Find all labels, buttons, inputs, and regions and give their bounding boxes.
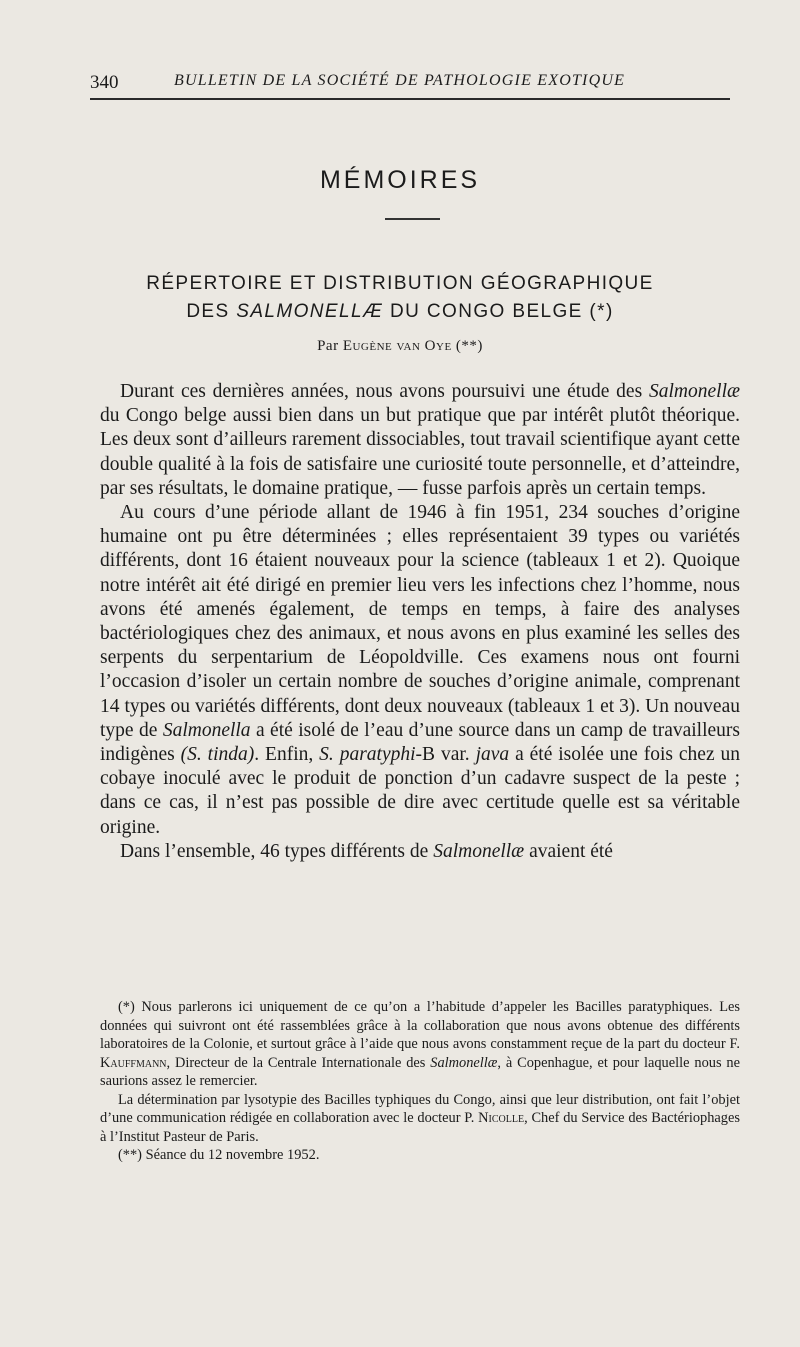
article-title-line-2: DES SALMONELLÆ DU CONGO BELGE (*) <box>186 301 614 322</box>
byline: Par Eugène van Oye (**) <box>317 338 483 354</box>
paragraph-1: Durant ces dernières années, nous avons poursuivi une étude des Salmonellæ du Congo belge aussi bien dans un but pratique que par intérêt plutôt théorique. Les deux sont d’ailleurs rarement dissociables, tout travail scientifique ayant cette double qualité à la fois de satisfaire une curiosité toute personnelle, et d’atteindre, par ses résultats, le domaine pratique, — fusse parfois après un certain temps. <box>100 381 740 499</box>
paragraph-2: Au cours d’une période allant de 1946 à fin 1951, 234 souches d’origine humaine ont pu être déterminées ; elles représentaient 39 types ou variétés différents, dont 16 étaient nouveaux pour la science (tableaux 1 et 2). Quoique notre intérêt ait été dirigé en premier lieu vers les infections chez l’homme, nous avons été amenés également, de temps en temps, à faire des analyses bactériologiques chez des animaux, et nous avons en plus examiné les selles des serpents du serpentarium de Léopoldville. Ces examens nous ont fourni l’occasion d’isoler un certain nombre de souches d’origine animale, comprenant 14 types ou variétés différents, dont deux nouveaux (tableaux 1 et 3). Un nouveau type de Salmonella a été isolé de l’eau d’une source dans un camp de travailleurs indigènes (S. tinda). Enfin, S. paratyphi-B var. java a été isolée une fois chez un cobaye inoculé avec le produit de ponction d’un cadavre suspect de la peste ; dans ce cas, il n’est pas possible de dire avec certitude quelle est sa véritable origine. <box>100 502 741 838</box>
running-title: BULLETIN DE LA SOCIÉTÉ DE PATHOLOGIE EXOTIQUE <box>174 72 626 89</box>
genus-name: SALMONELLÆ <box>236 301 384 322</box>
footnotes <box>100 998 740 1165</box>
page-number: 340 <box>90 72 119 93</box>
title-divider <box>385 218 440 220</box>
article-title <box>0 270 800 326</box>
footnote-2: La détermination par lysotypie des Bacilles typhiques du Congo, ainsi que leur distribution, ont fait l’objet d’une communication rédigée en collaboration avec le docteur P. Nicolle, Chef du Service des Bactériophages à l’Institut Pasteur de Paris. <box>100 1091 740 1145</box>
article-body <box>100 380 740 864</box>
paragraph-3: Dans l’ensemble, 46 types différents de Salmonellæ avaient été <box>120 840 613 862</box>
section-title: MÉMOIRES <box>319 166 481 194</box>
article-title-line-1: RÉPERTOIRE ET DISTRIBUTION GÉOGRAPHIQUE <box>146 273 654 294</box>
author-name: Eugène van Oye <box>342 338 452 354</box>
footnote-3: (**) Séance du 12 novembre 1952. <box>118 1147 320 1163</box>
footnote-1: (*) Nous parlerons ici uniquement de ce qu’on a l’habitude d’appeler les Bacilles paratyphiques. Les données qui suivront ont été rassemblées grâce à la collaboration que nous avons obtenue des différents laboratoires de la Colonie, et surtout grâce à l’aide que nous avons constamment reçue de la part du docteur F. Kauffmann, Directeur de la Centrale Internationale des Salmonellæ, à Copenhague, et pour laquelle nous ne saurions assez le remercier. <box>100 999 740 1089</box>
running-header <box>90 70 730 100</box>
